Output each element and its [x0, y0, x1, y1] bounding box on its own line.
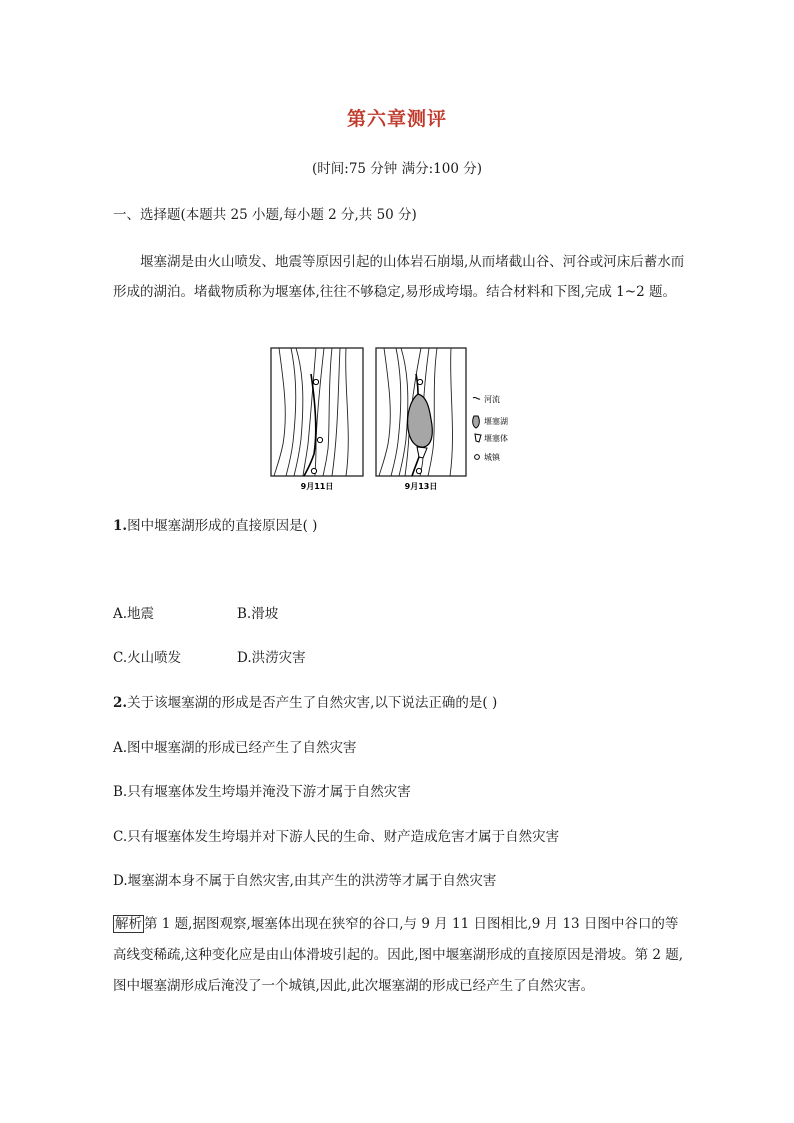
- question-number: 1.: [113, 518, 128, 534]
- page-title: 第六章测评: [346, 108, 447, 130]
- caption-sep-11: 9月11日: [300, 482, 334, 491]
- question-1: [113, 514, 317, 534]
- legend: [473, 397, 481, 459]
- q1-option-d: D.洪涝灾害: [237, 650, 306, 666]
- analysis-tag: 解析: [115, 916, 142, 932]
- exam-meta: (时间:75 分钟 满分:100 分): [312, 161, 482, 177]
- q2-option-a: A.图中堰塞湖的形成已经产生了自然灾害: [113, 740, 357, 756]
- contour-map-figure: [266, 344, 530, 496]
- q1-option-a: A.地震: [113, 606, 155, 622]
- section-heading: 一、选择题(本题共 25 小题,每小题 2 分,共 50 分): [113, 207, 417, 223]
- legend-dam: 堰塞体: [484, 434, 508, 443]
- legend-town: 城镇: [484, 453, 500, 462]
- analysis: [113, 909, 688, 1002]
- question-stem: 关于该堰塞湖的形成是否产生了自然灾害,以下说法正确的是( ): [127, 695, 498, 711]
- q1-option-b: B.滑坡: [237, 606, 279, 622]
- question-number: 2.: [113, 695, 128, 711]
- analysis-text: 第 1 题,据图观察,堰塞体出现在狭窄的谷口,与 9 月 11 日图相比,9 月 13 日图中谷口的等高线变稀疏,这种变化应是由山体滑坡引起的。因此,图中堰塞湖形成的直接原因是滑坡。第 2 题,图中堰塞湖形成后淹没了一个城镇,因此,此次堰塞湖的形成已经产生了自然灾害。: [113, 916, 684, 994]
- legend-lake: 堰塞湖: [484, 417, 508, 426]
- passage: 堰塞湖是由火山喷发、地震等原因引起的山体岩石崩塌,从而堵截山谷、河谷或河床后蓄水而形成的湖泊。堵截物质称为堰塞体,往往不够稳定,易形成垮塌。结合材料和下图,完成 1~2 题。: [113, 254, 685, 300]
- question-stem: 图中堰塞湖形成的直接原因是( ): [127, 518, 318, 534]
- caption-sep-13: 9月13日: [404, 482, 438, 491]
- q2-option-b: B.只有堰塞体发生垮塌并淹没下游才属于自然灾害: [113, 784, 411, 800]
- landslide-dam: [417, 447, 427, 458]
- barrier-lake: [408, 394, 433, 447]
- map-sep-11: [271, 348, 363, 476]
- q2-option-d: D.堰塞湖本身不属于自然灾害,由其产生的洪涝等才属于自然灾害: [113, 873, 497, 889]
- legend-river: 河流: [484, 395, 500, 404]
- q1-option-c: C.火山喷发: [113, 650, 182, 666]
- question-2: [113, 691, 497, 711]
- q2-option-c: C.只有堰塞体发生垮塌并对下游人民的生命、财产造成危害才属于自然灾害: [113, 829, 560, 845]
